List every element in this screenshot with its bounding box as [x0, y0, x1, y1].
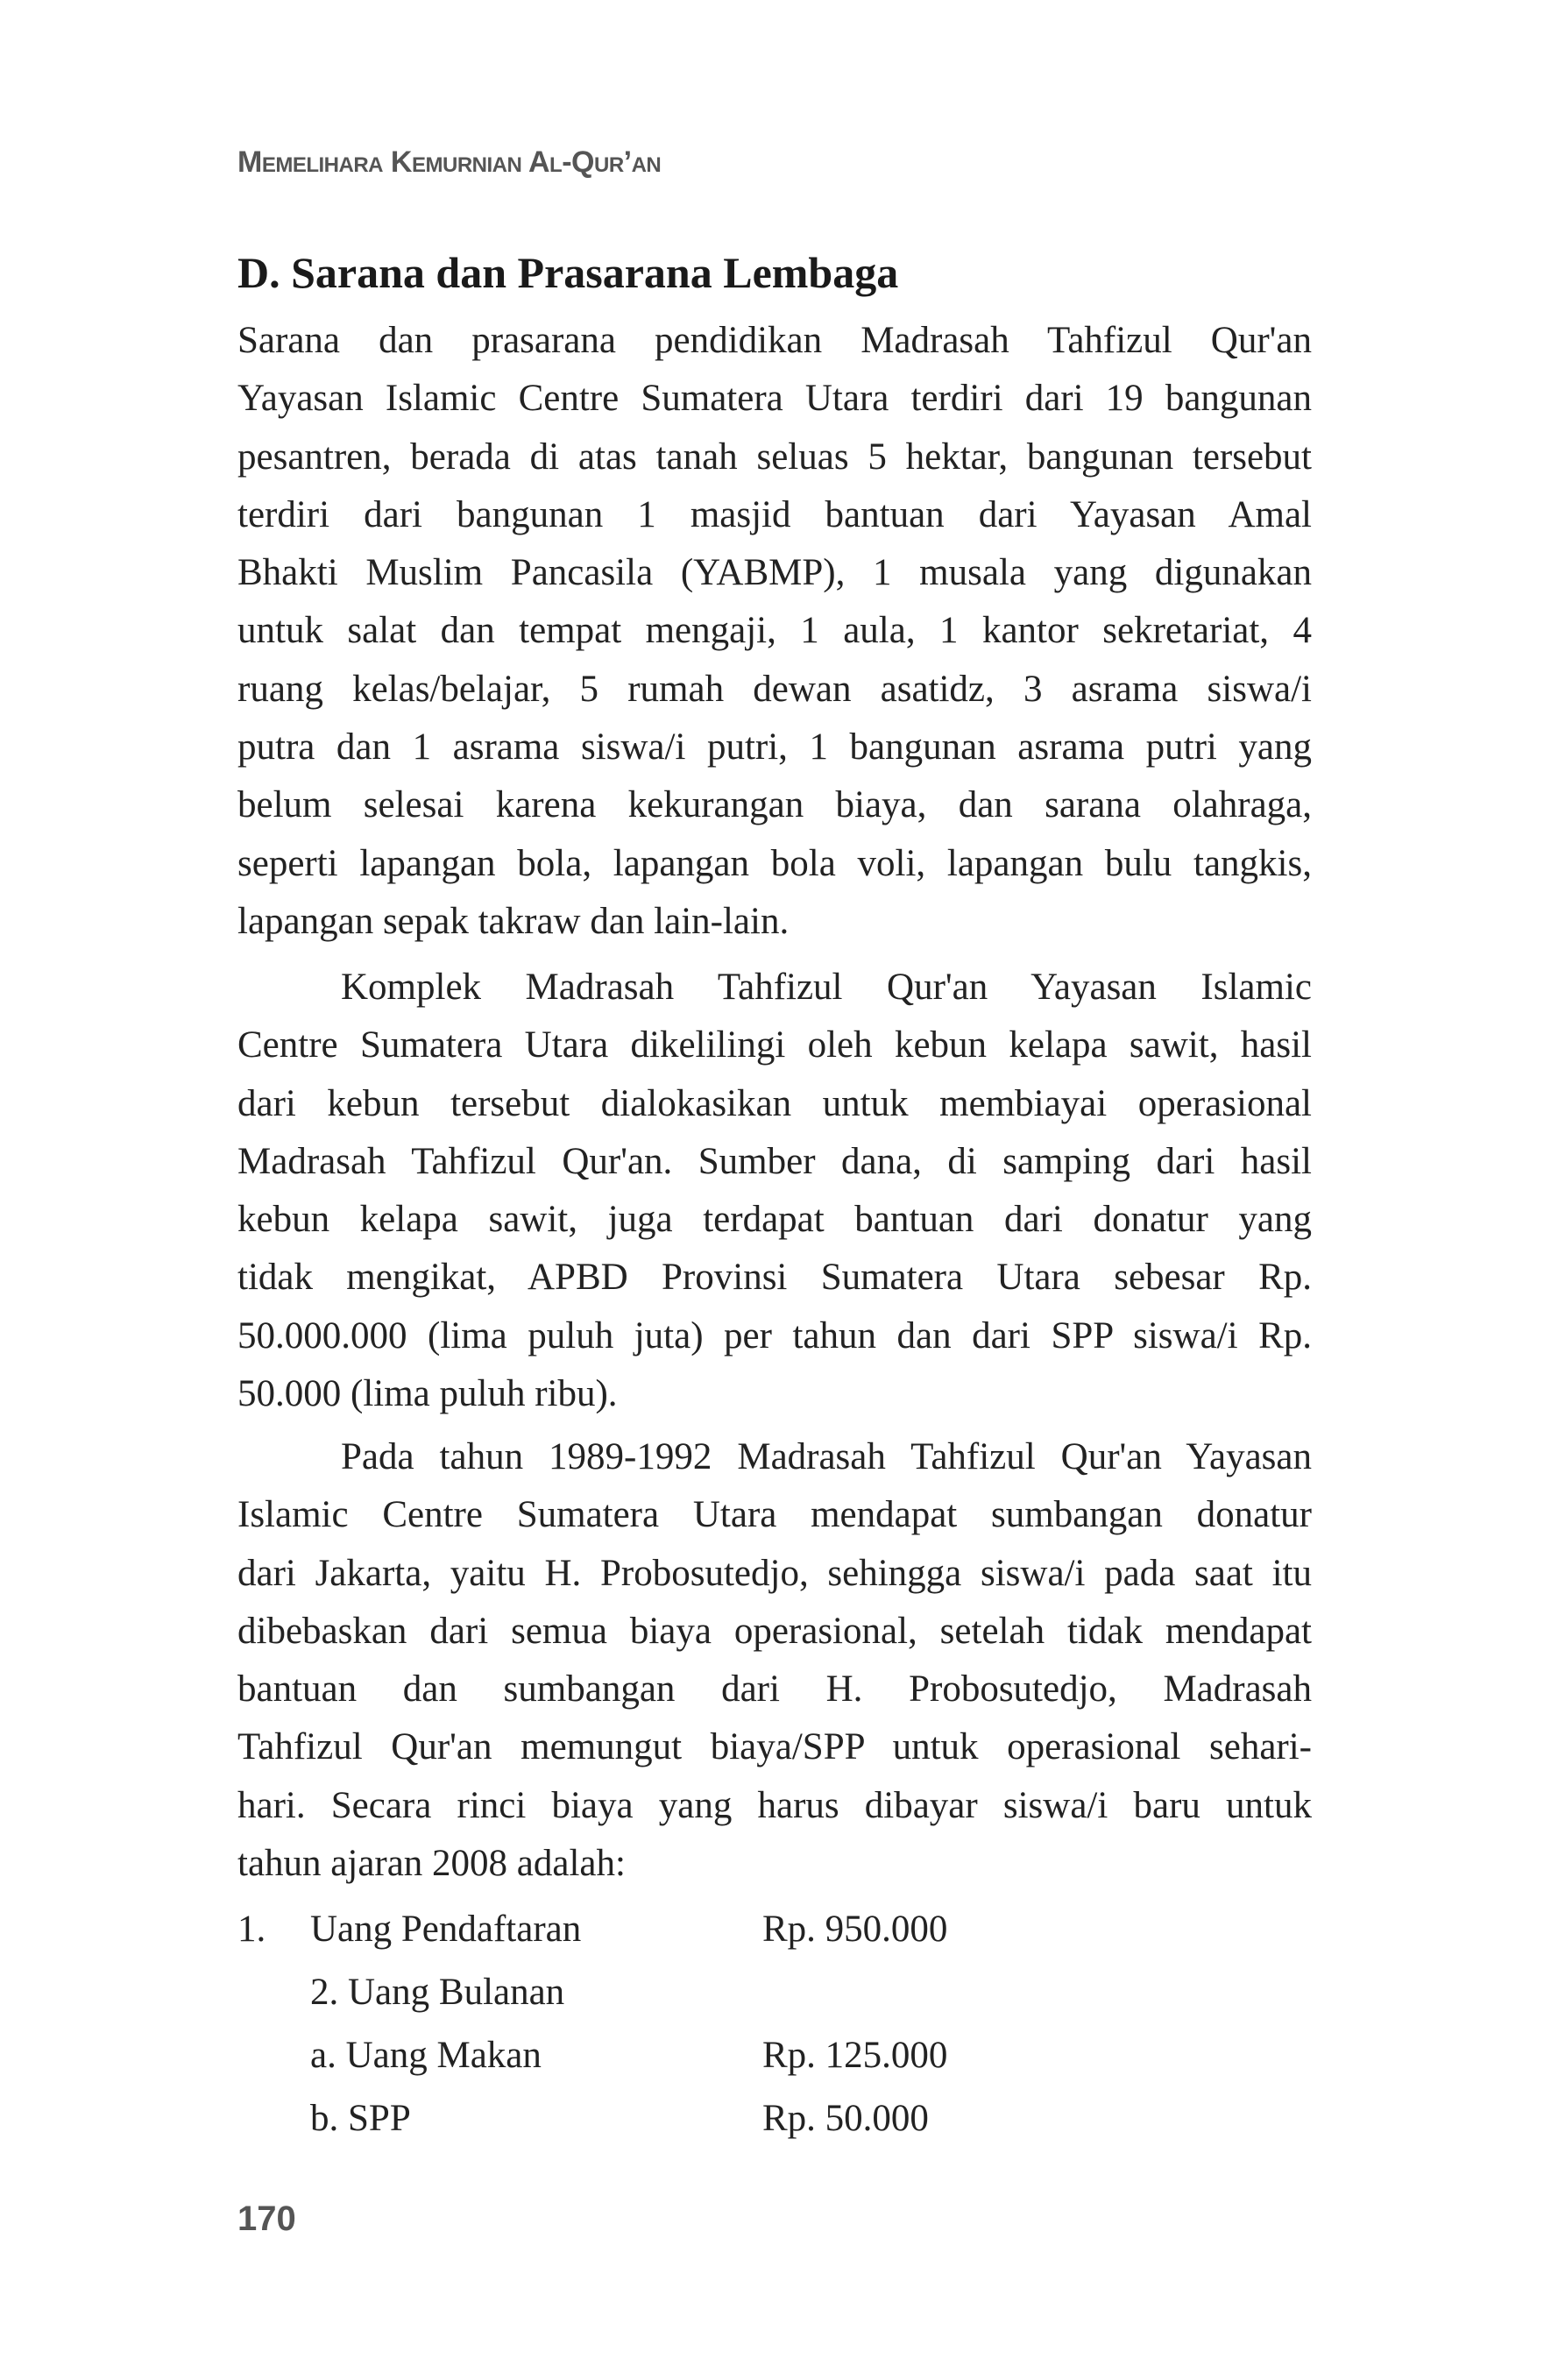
- text-line: Madrasah Tahfizul Qur'an. Sumber dana, di samping dari hasil: [237, 1140, 1312, 1182]
- text-line: 50.000 (lima puluh ribu).: [237, 1373, 618, 1415]
- text-line: putra dan 1 asrama siswa/i putri, 1 bangunan asrama putri yang: [237, 726, 1312, 769]
- fee-row: [237, 1961, 1312, 2024]
- text-line: bantuan dan sumbangan dari H. Probosutedjo, Madrasah: [237, 1668, 1312, 1711]
- section-heading: D. Sarana dan Prasarana Lembaga: [237, 248, 899, 297]
- fee-amount: Rp. 125.000: [762, 2035, 948, 2076]
- fee-row: [237, 1898, 1312, 1961]
- text-line: Centre Sumatera Utara dikelilingi oleh kebun kelapa sawit, hasil: [237, 1024, 1312, 1066]
- text-line: ruang kelas/belajar, 5 rumah dewan asatidz, 3 asrama siswa/i: [237, 668, 1312, 710]
- fee-label: a. Uang Makan: [310, 2035, 542, 2076]
- text-line: untuk salat dan tempat mengaji, 1 aula, 1 kantor sekretariat, 4: [237, 610, 1312, 652]
- text-line: Sarana dan prasarana pendidikan Madrasah Tahfizul Qur'an: [237, 320, 1312, 361]
- running-header: Memelihara Kemurnian Al-Qur’an: [237, 145, 662, 179]
- text-line: tahun ajaran 2008 adalah:: [237, 1843, 626, 1885]
- text-line: Tahfizul Qur'an memungut biaya/SPP untuk operasional sehari-: [237, 1726, 1312, 1768]
- text-line: hari. Secara rinci biaya yang harus dibayar siswa/i baru untuk: [237, 1784, 1312, 1826]
- text-line: 50.000.000 (lima puluh juta) per tahun dan dari SPP siswa/i Rp.: [237, 1314, 1312, 1356]
- text-line: belum selesai karena kekurangan biaya, dan sarana olahraga,: [237, 784, 1312, 826]
- text-line: Yayasan Islamic Centre Sumatera Utara terdiri dari 19 bangunan: [237, 378, 1312, 420]
- fee-row: [237, 2024, 1312, 2087]
- fee-amount: Rp. 950.000: [762, 1909, 948, 1950]
- text-line: dibebaskan dari semua biaya operasional, setelah tidak mendapat: [237, 1610, 1312, 1652]
- paragraph-history-fees: [237, 1428, 1312, 1893]
- text-line: dari kebun tersebut dialokasikan untuk membiayai operasional: [237, 1082, 1312, 1124]
- fee-number: 1.: [237, 1909, 266, 1950]
- fee-row: [237, 2087, 1312, 2150]
- text-line: pesantren, berada di atas tanah seluas 5 hektar, bangunan tersebut: [237, 436, 1312, 478]
- text-line: tidak mengikat, APBD Provinsi Sumatera Utara sebesar Rp.: [237, 1257, 1312, 1299]
- text-line: lapangan sepak takraw dan lain-lain.: [237, 900, 790, 942]
- text-line: Komplek Madrasah Tahfizul Qur'an Yayasan Islamic: [341, 967, 1312, 1008]
- text-line: Islamic Centre Sumatera Utara mendapat sumbangan donatur: [237, 1494, 1312, 1536]
- fee-label: 2. Uang Bulanan: [310, 1972, 565, 2013]
- text-line: dari Jakarta, yaitu H. Probosutedjo, sehingga siswa/i pada saat itu: [237, 1552, 1312, 1594]
- fee-amount: Rp. 50.000: [762, 2098, 929, 2139]
- fee-label: b. SPP: [310, 2098, 411, 2139]
- text-line: seperti lapangan bola, lapangan bola voli, lapangan bulu tangkis,: [237, 842, 1312, 884]
- text-line: terdiri dari bangunan 1 masjid bantuan dari Yayasan Amal: [237, 493, 1312, 535]
- text-line: kebun kelapa sawit, juga terdapat bantuan dari donatur yang: [237, 1199, 1312, 1241]
- paragraph-funding: [237, 959, 1312, 1423]
- text-line: Pada tahun 1989-1992 Madrasah Tahfizul Qur'an Yayasan: [341, 1436, 1312, 1477]
- fee-list: [237, 1898, 1312, 2150]
- fee-label: Uang Pendaftaran: [310, 1909, 582, 1950]
- text-line: Bhakti Muslim Pancasila (YABMP), 1 musala yang digunakan: [237, 552, 1312, 594]
- paragraph-facilities: [237, 312, 1312, 951]
- page-number: 170: [237, 2199, 296, 2238]
